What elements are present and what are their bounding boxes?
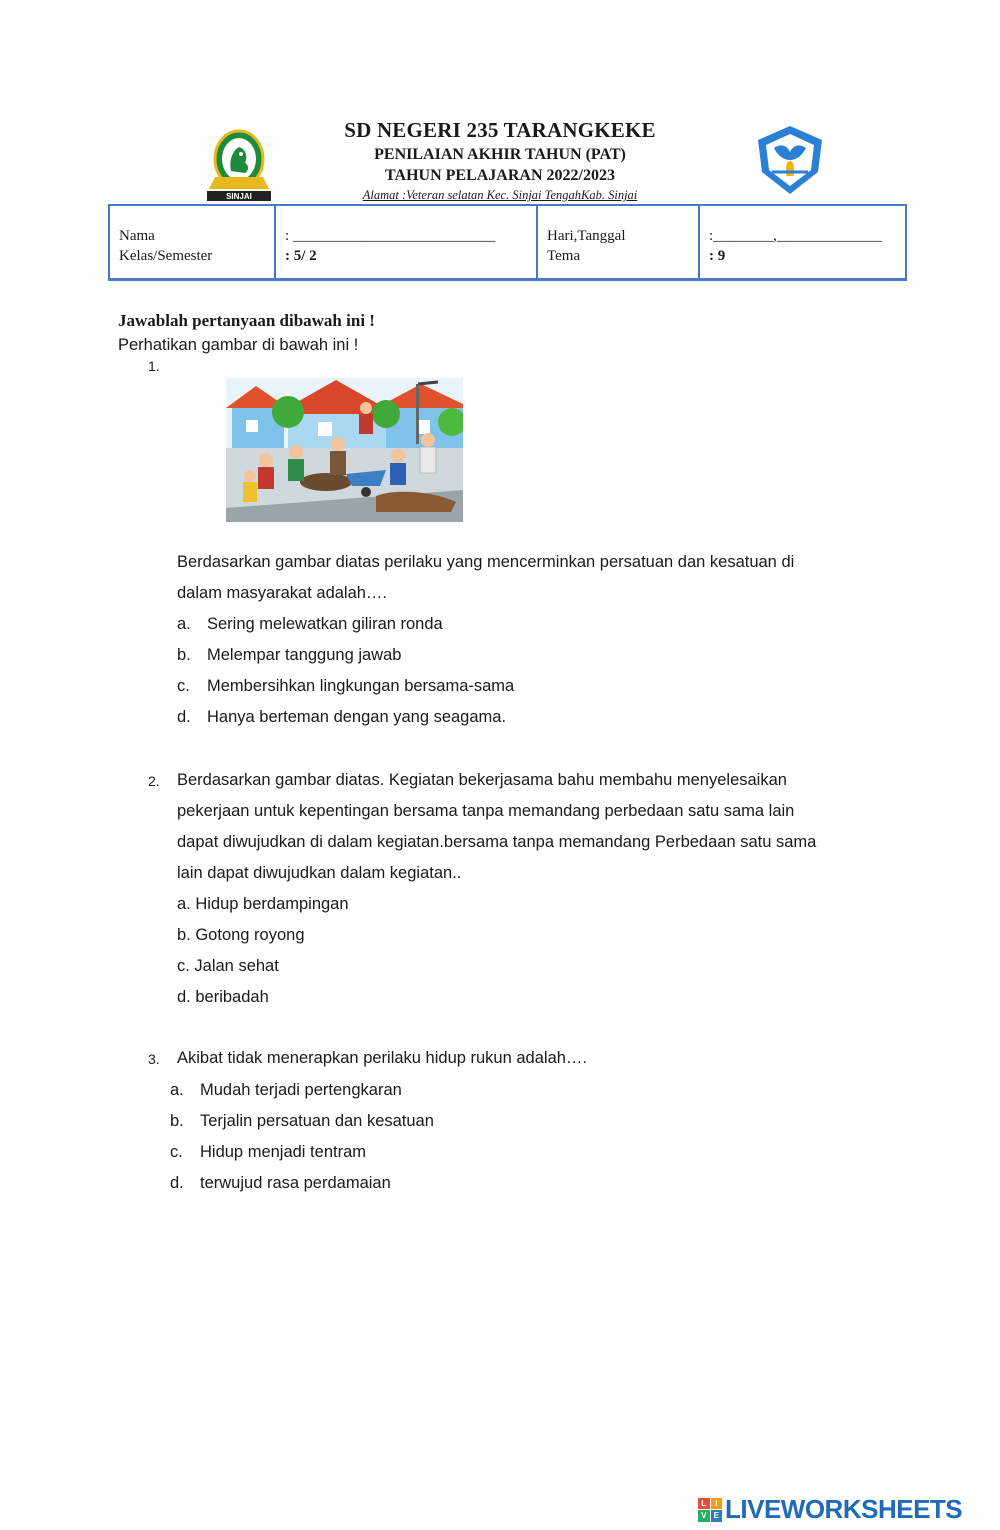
school-address: Alamat :Veteran selatan Kec. Sinjai TengahKab. Sinjai bbox=[362, 188, 638, 202]
brand-name: LIVEWORKSHEETS bbox=[725, 1494, 963, 1524]
question-1-option-d[interactable] bbox=[177, 708, 506, 727]
liveworksheets-logo-icon bbox=[698, 1498, 722, 1522]
question-2-text bbox=[177, 765, 897, 889]
question-1-line: dalam masyarakat adalah…. bbox=[177, 584, 388, 602]
day-date-field[interactable]: :________,______________ bbox=[709, 228, 882, 244]
name-label: Nama bbox=[119, 228, 155, 244]
option-text: Hanya berteman dengan yang seagama. bbox=[207, 708, 507, 726]
question-1-option-c[interactable] bbox=[177, 677, 514, 696]
info-values-left bbox=[276, 206, 538, 278]
question-2-line: dapat diwujudkan di dalam kegiatan.bersama tanpa memandang Perbedaan satu sama bbox=[177, 833, 817, 851]
option-letter: c. bbox=[170, 1143, 183, 1161]
academic-year: TAHUN PELAJARAN 2022/2023 bbox=[385, 167, 615, 184]
option-letter: a. bbox=[170, 1081, 184, 1099]
option-letter: b. bbox=[170, 1112, 184, 1130]
student-info-table bbox=[108, 204, 907, 281]
question-3-option-d[interactable] bbox=[170, 1174, 391, 1193]
question-1-text bbox=[177, 547, 897, 609]
question-2-option-b[interactable]: b. Gotong royong bbox=[177, 926, 305, 944]
question-2-option-c[interactable]: c. Jalan sehat bbox=[177, 957, 279, 975]
info-values-right bbox=[700, 206, 905, 278]
question-3-option-a[interactable] bbox=[170, 1081, 402, 1100]
option-text: Mudah terjadi pertengkaran bbox=[200, 1081, 402, 1099]
question-2-line: pekerjaan untuk kepentingan bersama tanpa memandang perbedaan satu sama lain bbox=[177, 802, 795, 820]
brand-grid-letter: I bbox=[711, 1498, 723, 1510]
option-letter: a. bbox=[177, 615, 191, 633]
question-2-option-d[interactable]: d. beribadah bbox=[177, 988, 269, 1006]
class-semester-value: : 5/ 2 bbox=[285, 248, 317, 264]
theme-value: : 9 bbox=[709, 248, 726, 264]
option-text: Terjalin persatuan dan kesatuan bbox=[200, 1112, 434, 1130]
question-3-option-b[interactable] bbox=[170, 1112, 434, 1131]
info-labels-left bbox=[110, 206, 276, 278]
instructions-title: Jawablah pertanyaan dibawah ini ! bbox=[118, 311, 375, 330]
exam-title: PENILAIAN AKHIR TAHUN (PAT) bbox=[374, 146, 626, 163]
instructions-notice: Perhatikan gambar di bawah ini ! bbox=[118, 336, 359, 354]
option-text: Membersihkan lingkungan bersama-sama bbox=[207, 677, 515, 695]
option-text: Melempar tanggung jawab bbox=[207, 646, 402, 664]
brand-grid-letter: V bbox=[698, 1510, 710, 1522]
left-logo-text: SINJAI bbox=[226, 192, 252, 201]
question-1-option-b[interactable] bbox=[177, 646, 401, 665]
school-name: SD NEGERI 235 TARANGKEKE bbox=[344, 118, 656, 142]
option-letter: d. bbox=[170, 1174, 184, 1192]
info-labels-right bbox=[538, 206, 700, 278]
brand-grid-letter: E bbox=[711, 1510, 723, 1522]
option-letter: d. bbox=[177, 708, 191, 726]
question-1-option-a[interactable] bbox=[177, 615, 443, 634]
option-letter: b. bbox=[177, 646, 191, 664]
community-cleanup-illustration-icon bbox=[226, 378, 463, 522]
class-semester-label: Kelas/Semester bbox=[119, 248, 213, 264]
question-2-line: Berdasarkan gambar diatas. Kegiatan bekerjasama bahu membahu menyelesaikan bbox=[177, 771, 787, 789]
option-letter: c. bbox=[177, 677, 190, 695]
question-3-number: 3. bbox=[148, 1051, 160, 1067]
option-text: Hidup menjadi tentram bbox=[200, 1143, 366, 1161]
brand-grid-letter: L bbox=[698, 1498, 710, 1510]
name-field[interactable]: : ___________________________ bbox=[285, 228, 496, 244]
question-2-line: lain dapat diwujudkan dalam kegiatan.. bbox=[177, 864, 462, 882]
question-1-line: Berdasarkan gambar diatas perilaku yang mencerminkan persatuan dan kesatuan di bbox=[177, 553, 795, 571]
theme-label: Tema bbox=[547, 248, 581, 264]
option-text: Sering melewatkan giliran ronda bbox=[207, 615, 443, 633]
regency-emblem-icon bbox=[205, 127, 273, 203]
question-2-number: 2. bbox=[148, 773, 160, 789]
question-1-number: 1. bbox=[148, 358, 160, 374]
question-3-text: Akibat tidak menerapkan perilaku hidup rukun adalah…. bbox=[177, 1049, 588, 1067]
liveworksheets-brand[interactable] bbox=[698, 1494, 962, 1525]
question-2-option-a[interactable]: a. Hidup berdampingan bbox=[177, 895, 349, 913]
day-date-label: Hari,Tanggal bbox=[547, 228, 626, 244]
option-text: terwujud rasa perdamaian bbox=[200, 1174, 391, 1192]
question-3-option-c[interactable] bbox=[170, 1143, 366, 1162]
tut-wuri-handayani-icon bbox=[752, 122, 828, 198]
